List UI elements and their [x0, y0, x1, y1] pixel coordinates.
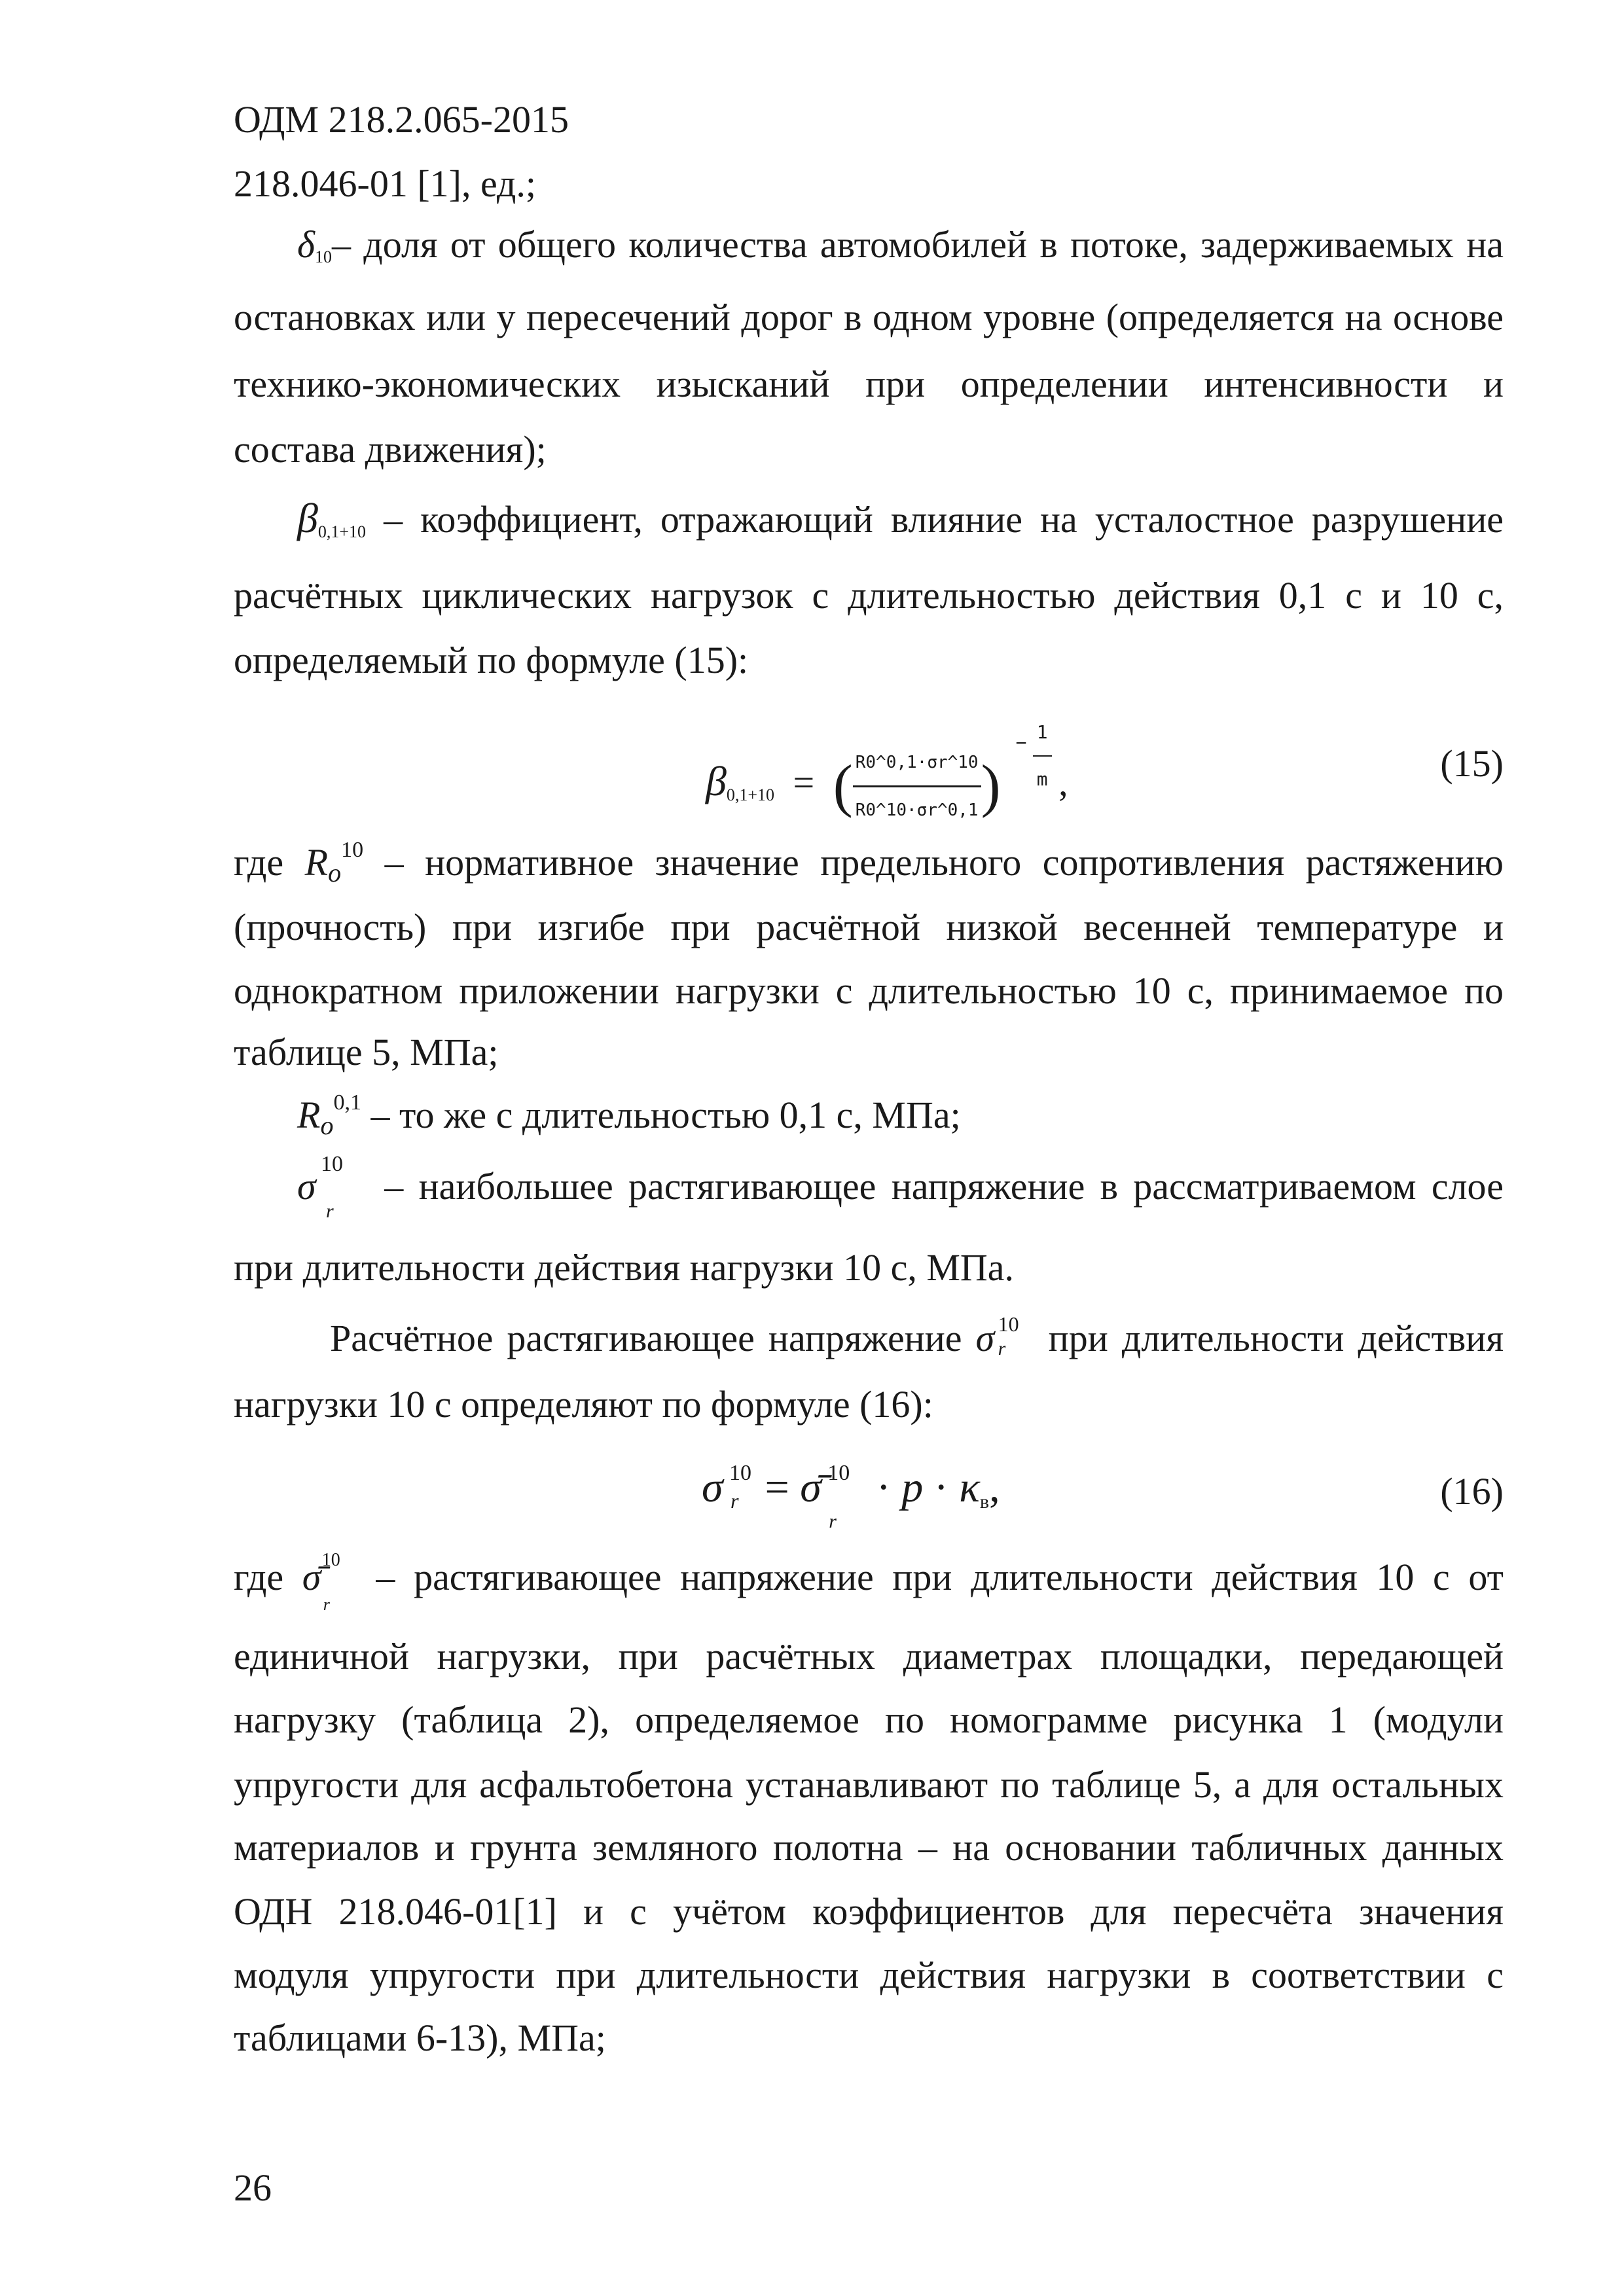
symbol-R: Ro$^{10}$: [304, 838, 364, 888]
text-line: однократном приложении нагрузки с длительностью 10 с, принимаемое по: [234, 969, 1504, 1012]
text-line: [297, 222, 1504, 280]
text-line: нагрузки 10 с определяют по формуле (16):: [234, 1383, 933, 1426]
formula-p: p: [901, 1463, 924, 1511]
formula-lhs: $\beta_{0,1+10}$: [706, 757, 775, 804]
symbol-sigma-bar: σ̄ 10 r: [302, 1550, 340, 1614]
formula-sigma-bar: σ̄ 10 r: [800, 1461, 850, 1532]
equation-number: (15): [1440, 742, 1504, 785]
text-line: нагрузку (таблица 2), определяемое по номограмме рисунка 1 (модули: [234, 1698, 1504, 1741]
exponent: − 1 m: [1033, 709, 1052, 802]
formula-16: σ 10 r = σ̄ 10 r · $p \cdot \kappa_в$,: [702, 1461, 1000, 1532]
document-code: ОДМ 218.2.065-2015: [234, 98, 569, 141]
formula-lhs: σ 10 r: [702, 1461, 751, 1513]
text-line: единичной нагрузки, при расчётных диаметрах площадки, передающей: [234, 1635, 1504, 1677]
fraction-denominator: R0^10·σr^0,1: [855, 800, 979, 820]
text-line: таблицами 6-13), МПа;: [234, 2017, 606, 2059]
text-line: ОДН 218.046-01[1] и с учётом коэффициентов для пересчёта значения: [234, 1890, 1504, 1933]
definition-text: – доля от общего количества автомобилей в потоке, задерживаемых на: [331, 223, 1504, 266]
definition-text: – нормативное значение предельного сопротивления растяжению: [363, 841, 1504, 884]
text-line: Расчётное растягивающее напряжение σ 10 r при длительности действия: [330, 1316, 1504, 1361]
text-line: материалов и грунта земляного полотна – на основании табличных данных: [234, 1826, 1504, 1869]
definition-text: – наибольшее растягивающее напряжение в рассматриваемом слое: [369, 1165, 1504, 1208]
text-line: модуля упругости при длительности действия нагрузки в соответствии с: [234, 1954, 1504, 1996]
equals-sign: =: [793, 761, 815, 804]
symbol-beta: $\beta_{0,1+10}$: [297, 495, 367, 541]
formula-kappa: $\kappa_в$: [959, 1463, 990, 1513]
fraction-numerator: R0^0,1·σr^10: [853, 740, 981, 787]
text-line: технико-экономических изысканий при определении интенсивности и: [234, 363, 1504, 405]
definition-text: – то же с длительностью 0,1 с, МПа;: [361, 1094, 961, 1136]
symbol-sigma: σ 10 r: [975, 1312, 1019, 1359]
text-line: таблице 5, МПа;: [234, 1031, 499, 1073]
formula-fraction: ( $\frac{R0\^{}0,1\cdot\sigma r\^{}10}{R0\^{}10\cdot\sigma r\^{}0,1}$ ) − 1 m: [833, 740, 1001, 833]
text-line: 218.046-01 [1], ед.;: [234, 162, 537, 205]
text-line: расчётных циклических нагрузок с длительностью действия 0,1 с и 10 с,: [234, 574, 1504, 617]
formula-15: $\beta_{0,1+10}$ = ( $\frac{R0\^{}0,1\cdot\sigma r\^{}10}{R0\^{}10\cdot\sigma r\^{}0,1}$ ) − 1 m ,: [706, 740, 1068, 833]
text-line: (прочность) при изгибе при расчётной низкой весенней температуре и: [234, 906, 1504, 948]
text-line: упругости для асфальтобетона устанавливают по таблице 5, а для остальных: [234, 1763, 1504, 1806]
page-number: 26: [234, 2166, 272, 2209]
text-line: где σ̄ 10 r – растягивающее напряжение при длительности действия 10 с от: [234, 1550, 1504, 1614]
text-line: определяемый по формуле (15):: [234, 639, 749, 681]
equation-number: (16): [1440, 1470, 1504, 1513]
text-line: при длительности действия нагрузки 10 с, МПа.: [234, 1246, 1015, 1289]
text-line: где Ro$^{10}$ – нормативное значение предельного сопротивления растяжению: [234, 838, 1504, 888]
text-line: состава движения);: [234, 428, 547, 471]
text-line: [297, 495, 1504, 555]
symbol-delta: $\delta_{10}$: [297, 223, 332, 266]
text-line: [297, 1092, 1504, 1149]
text-line: [297, 1152, 1504, 1222]
text-line: остановках или у пересечений дорог в одном уровне (определяется на основе: [234, 296, 1504, 338]
definition-text: – коэффициент, отражающий влияние на усталостное разрушение: [366, 498, 1504, 541]
definition-text: – растягивающее напряжение при длительности действия 10 с от: [357, 1556, 1504, 1598]
symbol-sigma: σ 10 r: [297, 1152, 343, 1222]
symbol-R: Ro$^{0,1}$: [297, 1090, 361, 1140]
